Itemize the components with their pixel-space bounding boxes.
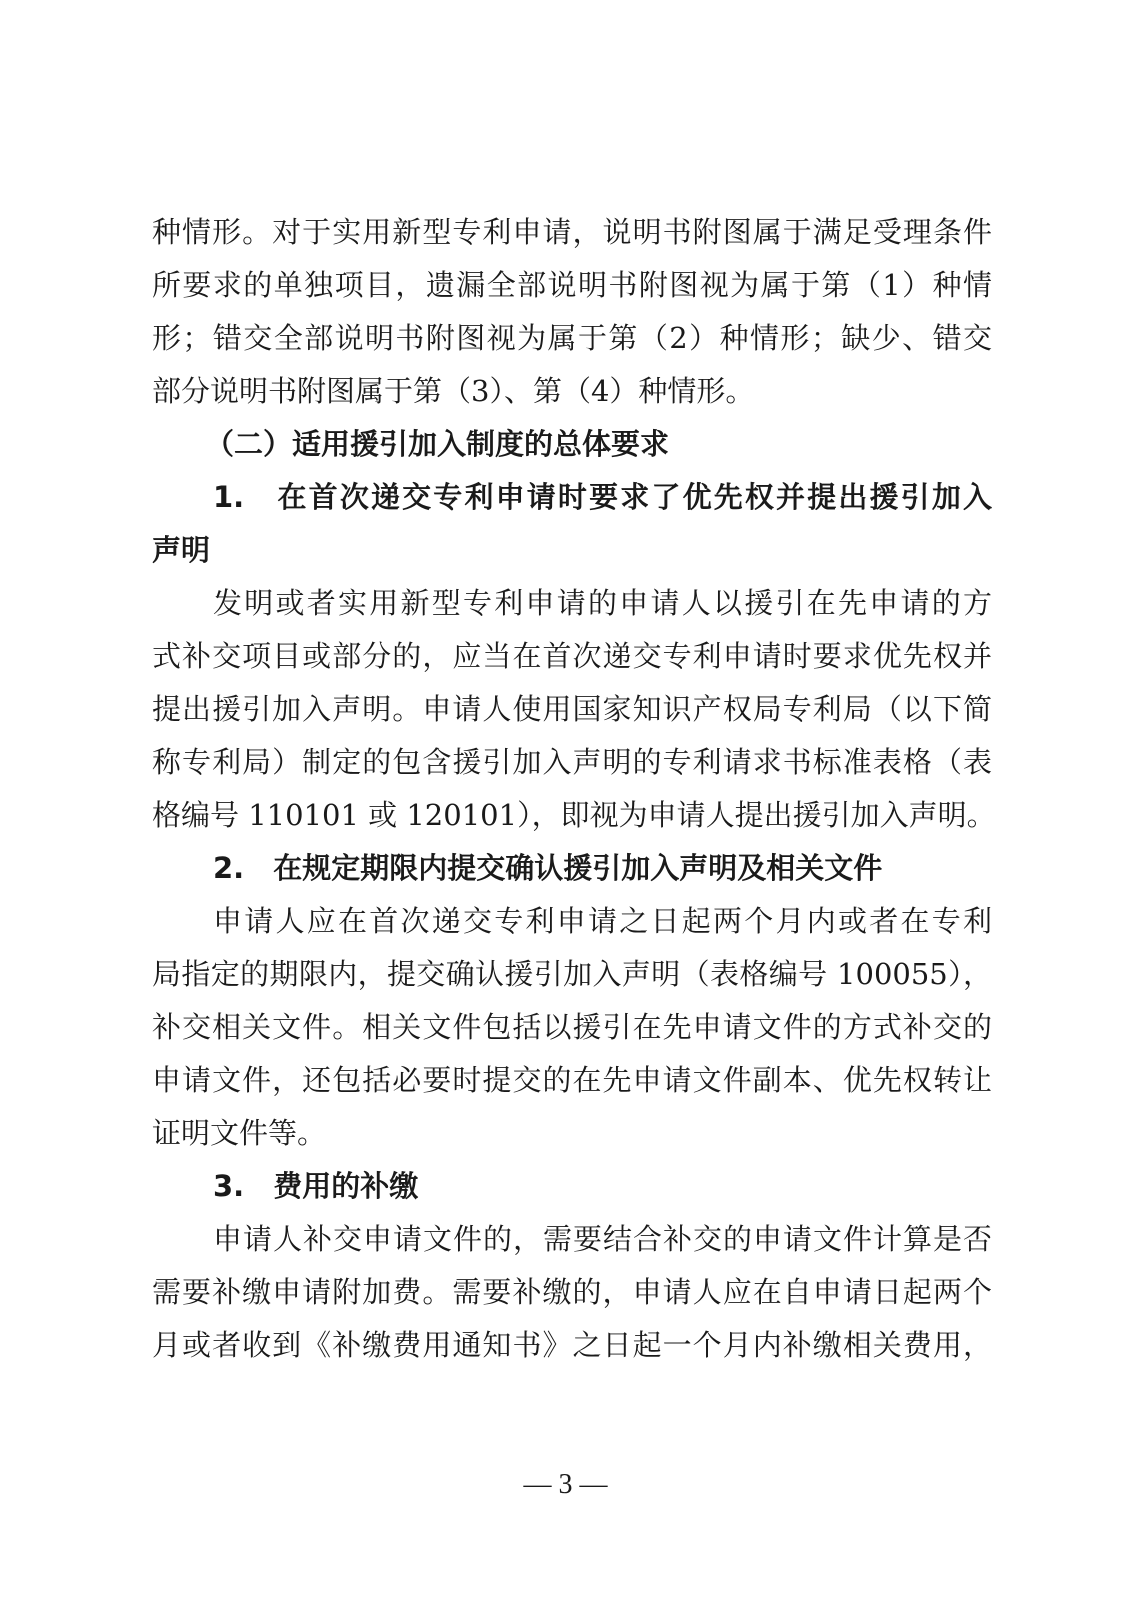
subsection-heading: 3. 费用的补缴	[213, 1169, 419, 1203]
body-text-line: 形；错交全部说明书附图视为属于第（2）种情形；缺少、错交	[152, 321, 992, 355]
body-text-line: 提出援引加入声明。申请人使用国家知识产权局专利局（以下简	[152, 692, 992, 726]
body-text-line: 补交相关文件。相关文件包括以援引在先申请文件的方式补交的	[152, 1010, 992, 1044]
body-text-line: 发明或者实用新型专利申请的申请人以援引在先申请的方	[213, 586, 992, 620]
body-text-line: 申请人应在首次递交专利申请之日起两个月内或者在专利	[213, 904, 992, 938]
body-text-line: 种情形。对于实用新型专利申请，说明书附图属于满足受理条件	[152, 215, 992, 249]
subsection-heading: 2. 在规定期限内提交确认援引加入声明及相关文件	[213, 851, 883, 885]
body-text-line: 称专利局）制定的包含援引加入声明的专利请求书标准表格（表	[152, 745, 992, 779]
page-number: — 3 —	[523, 1469, 608, 1500]
body-text-line: 申请文件，还包括必要时提交的在先申请文件副本、优先权转让	[152, 1063, 992, 1097]
body-text-line: 所要求的单独项目，遗漏全部说明书附图视为属于第（1）种情	[152, 268, 992, 302]
body-text-line: 格编号 110101 或 120101），即视为申请人提出援引加入声明。	[152, 798, 996, 832]
body-text-line: 月或者收到《补缴费用通知书》之日起一个月内补缴相关费用，	[152, 1328, 992, 1362]
body-text-line: 证明文件等。	[152, 1116, 327, 1150]
body-text-line: 申请人补交申请文件的，需要结合补交的申请文件计算是否	[213, 1222, 992, 1256]
subsection-heading: 1. 在首次递交专利申请时要求了优先权并提出援引加入	[213, 480, 992, 514]
body-text-line: 局指定的期限内，提交确认援引加入声明（表格编号 100055），	[152, 957, 992, 991]
section-heading: （二）适用援引加入制度的总体要求	[205, 427, 670, 461]
body-text-line: 需要补缴申请附加费。需要补缴的，申请人应在自申请日起两个	[152, 1275, 992, 1309]
subsection-heading-continuation: 声明	[152, 533, 211, 567]
body-text-line: 部分说明书附图属于第（3）、第（4）种情形。	[152, 374, 755, 408]
body-text-line: 式补交项目或部分的，应当在首次递交专利申请时要求优先权并	[152, 639, 992, 673]
